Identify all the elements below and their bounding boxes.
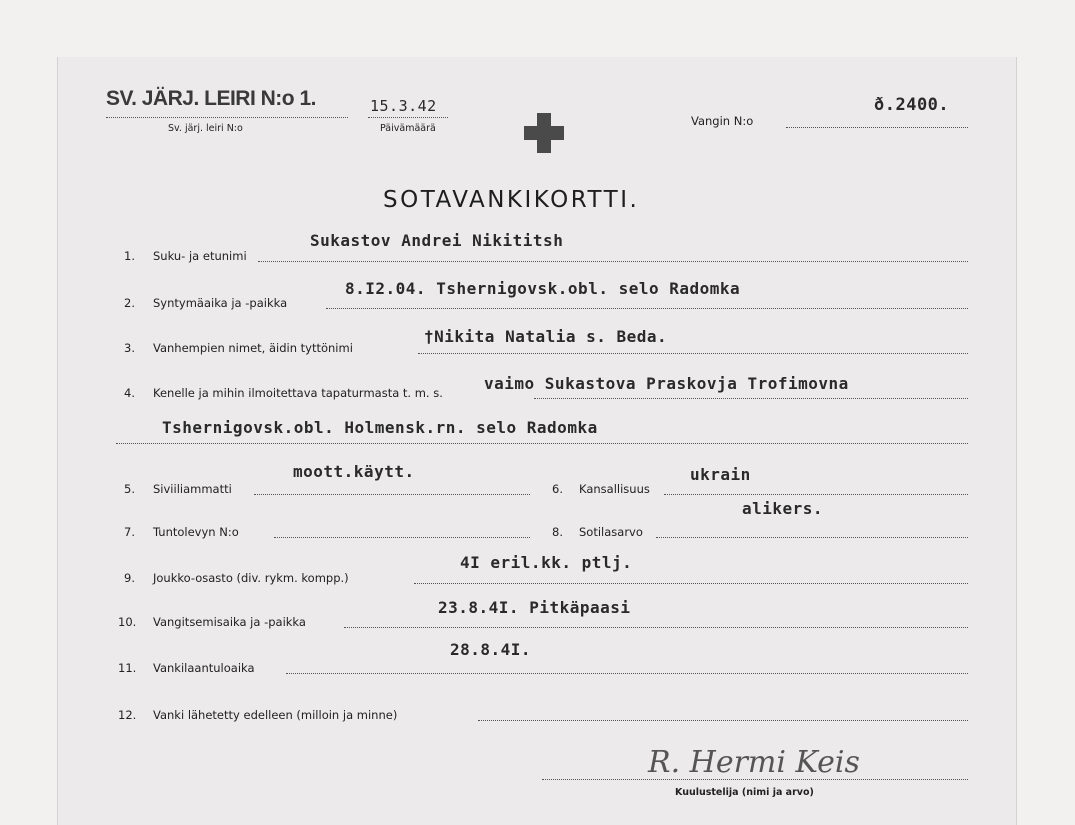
field-line-parents bbox=[418, 353, 968, 354]
field-number: 1. bbox=[124, 249, 135, 263]
field-label-rank: Sotilasarvo bbox=[579, 525, 643, 539]
field-line-occupation bbox=[254, 494, 530, 495]
field-number: 8. bbox=[552, 525, 563, 539]
field-value-birth: 8.I2.04. Tshernigovsk.obl. selo Radomka bbox=[345, 279, 741, 298]
field-label-forwarded: Vanki lähetetty edelleen (milloin ja minne) bbox=[153, 708, 398, 722]
field-value-unit: 4I eril.kk. ptlj. bbox=[460, 553, 633, 572]
signature-caption: Kuulustelija (nimi ja arvo) bbox=[675, 787, 814, 798]
field-line-tag bbox=[274, 537, 530, 538]
field-number: 4. bbox=[124, 386, 135, 400]
field-label-birth: Syntymäaika ja -paikka bbox=[153, 296, 288, 310]
prisoner-no-label: Vangin N:o bbox=[691, 114, 754, 128]
signature-line bbox=[542, 779, 968, 780]
field-label-capture: Vangitsemisaika ja -paikka bbox=[153, 615, 306, 629]
field-number: 10. bbox=[118, 615, 137, 629]
red-cross-icon bbox=[522, 111, 566, 155]
field-line-nationality bbox=[664, 494, 968, 495]
prisoner-no-underline bbox=[786, 127, 968, 128]
camp-caption: Sv. järj. leiri N:o bbox=[168, 123, 243, 134]
field-number: 2. bbox=[124, 296, 135, 310]
field-value-notify: vaimo Sukastova Praskovja Trofimovna bbox=[484, 374, 849, 393]
field-value-parents: †Nikita Natalia s. Beda. bbox=[424, 327, 668, 346]
field-number: 3. bbox=[124, 341, 135, 355]
field-number: 7. bbox=[124, 525, 135, 539]
card-title: SOTAVANKIKORTTI. bbox=[383, 187, 640, 213]
field-line-capture bbox=[344, 627, 968, 628]
field-number: 11. bbox=[118, 661, 137, 675]
field-number: 9. bbox=[124, 571, 135, 585]
field-number: 6. bbox=[552, 482, 563, 496]
field-line-unit bbox=[414, 583, 968, 584]
field-label-arrival: Vankilaantuloaika bbox=[153, 661, 255, 675]
field-value-nationality: ukrain bbox=[690, 465, 751, 484]
field-value-arrival: 28.8.4I. bbox=[450, 640, 532, 659]
field-label-occupation: Siviiliammatti bbox=[153, 482, 232, 496]
field-number: 12. bbox=[118, 708, 137, 722]
camp-stamp: SV. JÄRJ. LEIRI N:o 1. bbox=[106, 87, 316, 110]
field-line-birth bbox=[326, 308, 968, 309]
field-line-notify-2 bbox=[116, 443, 968, 444]
prisoner-card bbox=[57, 57, 1017, 825]
field-line-notify bbox=[534, 398, 968, 399]
field-line-rank bbox=[656, 537, 968, 538]
field-value-name: Sukastov Andrei Nikititsh bbox=[310, 231, 564, 250]
field-value-rank: alikers. bbox=[742, 499, 824, 518]
field-line-arrival bbox=[286, 673, 968, 674]
camp-underline bbox=[106, 117, 348, 118]
field-label-unit: Joukko-osasto (div. rykm. kompp.) bbox=[153, 571, 349, 585]
date-caption: Päivämäärä bbox=[380, 123, 436, 134]
date-underline bbox=[368, 117, 448, 118]
field-line-name bbox=[258, 261, 968, 262]
field-label-notify: Kenelle ja mihin ilmoitettava tapaturmasta t. m. s. bbox=[153, 386, 443, 400]
field-number: 5. bbox=[124, 482, 135, 496]
field-value-notify-2: Tshernigovsk.obl. Holmensk.rn. selo Radomka bbox=[162, 418, 598, 437]
field-value-capture: 23.8.4I. Pitkäpaasi bbox=[438, 598, 631, 617]
field-line-forwarded bbox=[478, 720, 968, 721]
field-label-parents: Vanhempien nimet, äidin tyttönimi bbox=[153, 341, 353, 355]
field-value-occupation: moott.käytt. bbox=[293, 462, 415, 481]
date-value: 15.3.42 bbox=[370, 97, 437, 115]
field-label-tag: Tuntolevyn N:o bbox=[153, 525, 239, 539]
field-label-name: Suku- ja etunimi bbox=[153, 249, 247, 263]
prisoner-no-value: ð.2400. bbox=[874, 95, 950, 115]
field-label-nationality: Kansallisuus bbox=[579, 482, 650, 496]
interrogator-signature: R. Hermi Keis bbox=[648, 745, 860, 780]
